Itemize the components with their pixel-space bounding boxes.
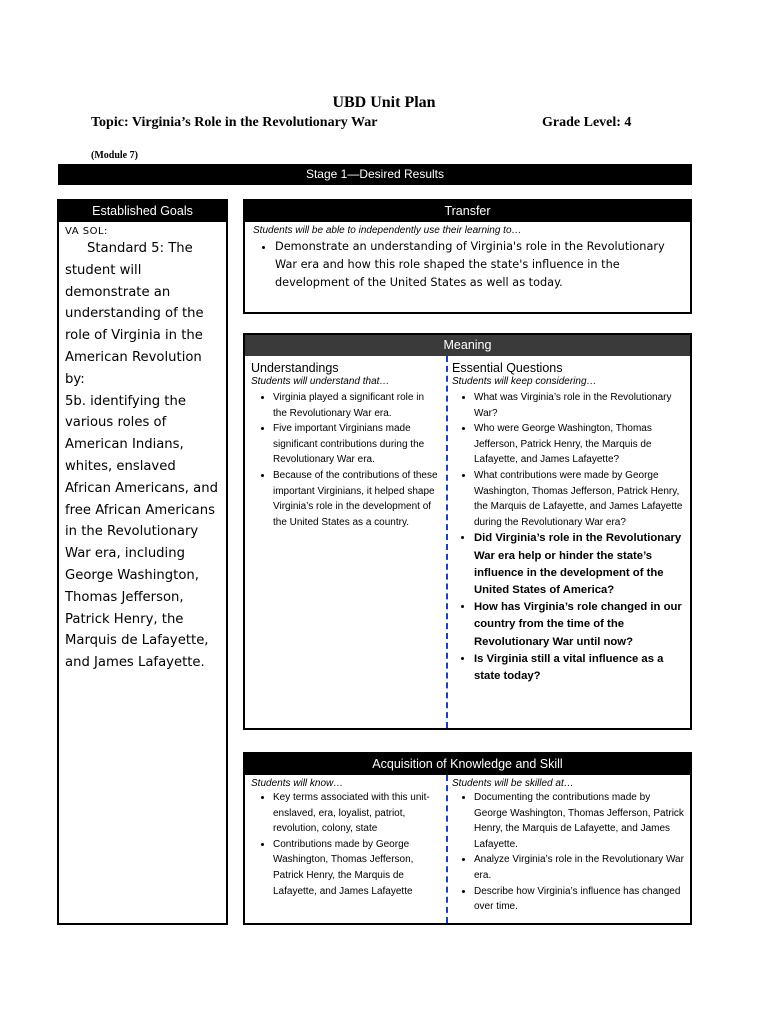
meaning-panel (243, 333, 692, 730)
list-item: • Demonstrate an understanding of Virginia's role in the Revolutionary War era and how this role shaped the state's influence in the development of the United States as well as today. (275, 238, 682, 292)
transfer-header: Transfer (245, 201, 690, 222)
skilled-column (446, 775, 690, 923)
list-item: • Is Virginia still a vital influence as a state today? (474, 651, 684, 685)
grade-level-label: Grade Level: 4 (542, 115, 632, 130)
list-item: • How has Virginia’s role changed in our country from the time of the Revolutionary War until now? (474, 599, 684, 651)
column-divider (446, 775, 448, 923)
transfer-intro: Students will be able to independently use their learning to… (253, 225, 522, 236)
list-item: • Did Virginia’s role in the Revolutionary War era help or hinder the state’s influence in the development of the United States of America? (474, 530, 684, 599)
list-item: • What contributions were made by George Washington, Thomas Jefferson, Patrick Henry, the Marquis de Lafayette, and James Lafayette during the Revolutionary War era? (474, 468, 684, 530)
understandings-intro: Students will understand that… (251, 376, 390, 387)
skilled-intro: Students will be skilled at… (452, 778, 574, 789)
list-item: • Contributions made by George Washington, Thomas Jefferson, Patrick Henry, the Marquis de Lafayette, and James Lafayette (273, 837, 440, 899)
know-column (245, 775, 446, 923)
list-item: • Analyze Virginia’s role in the Revolutionary War era. (474, 852, 684, 883)
essential-questions-intro: Students will keep considering… (452, 376, 597, 387)
page-title: UBD Unit Plan (332, 94, 436, 111)
meaning-header: Meaning (245, 335, 690, 356)
list-item: • Because of the contributions of these important Virginians, it helped shape Virginia’s role in the development of the United States as a country. (273, 468, 440, 530)
standard-item-5b: 5b. identifying the various roles of American Indians, whites, enslaved African Americans, and free African Americans in the Revolutionary War era, including George Washington, Thomas Jefferson, Patrick Henry, the Marquis de Lafayette, and James Lafayette. (65, 393, 218, 671)
topic-label: Topic: Virginia’s Role in the Revolutionary War (91, 115, 378, 130)
list-item: • Documenting the contributions made by George Washington, Thomas Jefferson, Patrick Henry, the Marquis de Lafayette, and James Lafayette. (474, 790, 684, 852)
acquisition-panel (243, 752, 692, 925)
module-label: (Module 7) (91, 150, 138, 161)
understandings-column (245, 356, 446, 728)
know-intro: Students will know… (251, 778, 344, 789)
established-goals-header: Established Goals (59, 201, 226, 222)
list-item: • Who were George Washington, Thomas Jefferson, Patrick Henry, the Marquis de Lafayette, and James Lafayette? (474, 421, 684, 468)
understandings-title: Understandings (251, 361, 339, 375)
stage-1-banner: Stage 1—Desired Results (58, 164, 692, 185)
acquisition-header: Acquisition of Knowledge and Skill (245, 754, 690, 775)
list-item: • Five important Virginians made significant contributions during the Revolutionary War era. (273, 421, 440, 468)
standard-text: Standard 5: The student will demonstrate an understanding of the role of Virginia in the American Revolution by: (65, 241, 204, 387)
column-divider (446, 356, 448, 728)
va-sol-label: VA SOL: (65, 226, 108, 237)
essential-questions-column (446, 356, 690, 728)
essential-questions-title: Essential Questions (452, 361, 563, 375)
list-item: • Key terms associated with this unit-enslaved, era, loyalist, patriot, revolution, colony, state (273, 790, 440, 837)
transfer-panel (243, 199, 692, 314)
list-item: • Describe how Virginia’s influence has changed over time. (474, 884, 684, 915)
established-goals-panel (57, 199, 228, 925)
list-item: • What was Virginia’s role in the Revolutionary War? (474, 390, 684, 421)
list-item: • Virginia played a significant role in the Revolutionary War era. (273, 390, 440, 421)
